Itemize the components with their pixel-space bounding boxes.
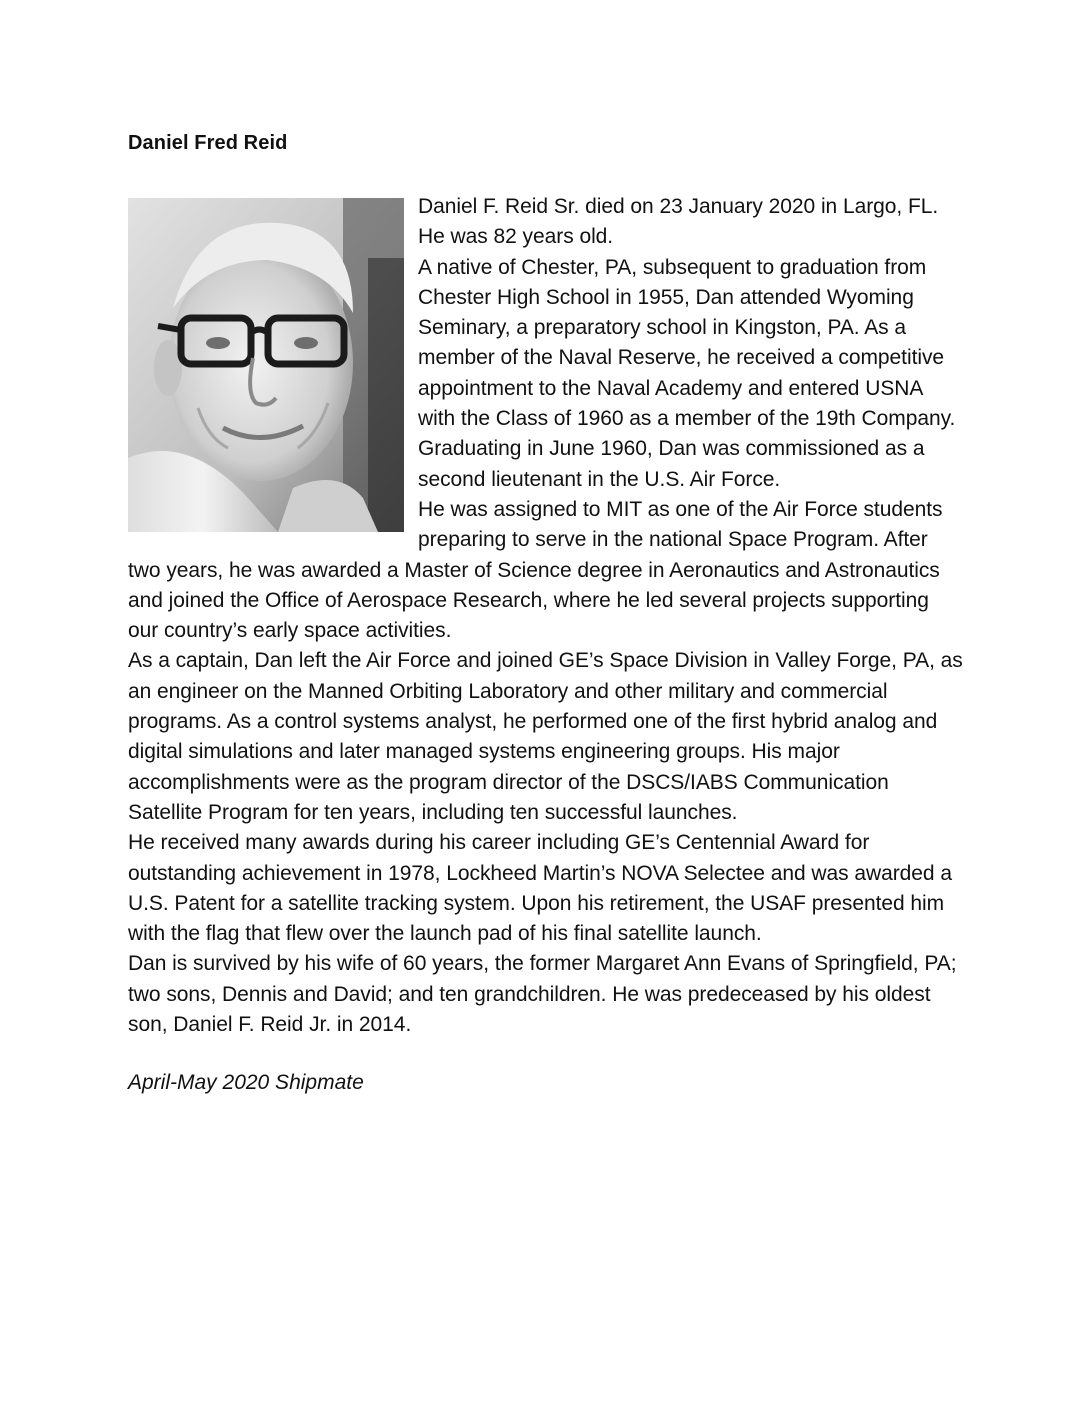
page-title: Daniel Fred Reid — [128, 132, 288, 154]
paragraph-ge-career: As a captain, Dan left the Air Force and joined GE’s Space Division in Valley Forge, PA, as an engineer on the Manned Orbiting Laboratory and other military and commercial programs. As a control systems analyst, he performed one of the first hybrid analog and digital simulations and later managed systems engineering groups. His major accomplishments were as the program director of the DSCS/IABS Communication Satellite Program for ten years, including ten successful launches. — [128, 649, 963, 824]
portrait-illustration — [128, 198, 404, 532]
paragraph-early-life: A native of Chester, PA, subsequent to graduation from Chester High School in 1955, Dan attended Wyoming Seminary, a preparatory school in Kingston, PA. As a member of the Naval Reserve, he received a competitive appointment to the Naval Academy and entered USNA with the Class of 1960 as a member of the 19th Company. Graduating in June 1960, Dan was commissioned as a second lieutenant in the U.S. Air Force. — [418, 255, 956, 491]
paragraph-awards: He received many awards during his career including GE’s Centennial Award for outstanding achievement in 1978, Lockheed Martin’s NOVA Selectee and was awarded a U.S. Patent for a satellite tracking system. Upon his retirement, the USAF presented him with the flag that flew over the launch pad of his final satellite launch. — [128, 831, 952, 946]
paragraph-mit: He was assigned to MIT as one of the Air Force students preparing to serve in the national Space Program. After two years, he was awarded a Master of Science degree in Aeronautics and Astronautics and joined the Office of Aerospace Research, where he led several projects supporting our country’s early space activities. — [128, 497, 943, 643]
paragraph-survivors: Dan is survived by his wife of 60 years, the former Margaret Ann Evans of Springfield, PA; two sons, Dennis and David; and ten grandchildren. He was predeceased by his oldest son, Daniel F. Reid Jr. in 2014. — [128, 952, 957, 1037]
portrait-photo — [128, 198, 404, 532]
source-citation: April-May 2020 Shipmate — [128, 1071, 364, 1095]
obituary-body — [128, 192, 963, 1040]
obituary-page — [128, 128, 963, 1098]
paragraph-death: Daniel F. Reid Sr. died on 23 January 2020 in Largo, FL. He was 82 years old. — [418, 195, 939, 249]
